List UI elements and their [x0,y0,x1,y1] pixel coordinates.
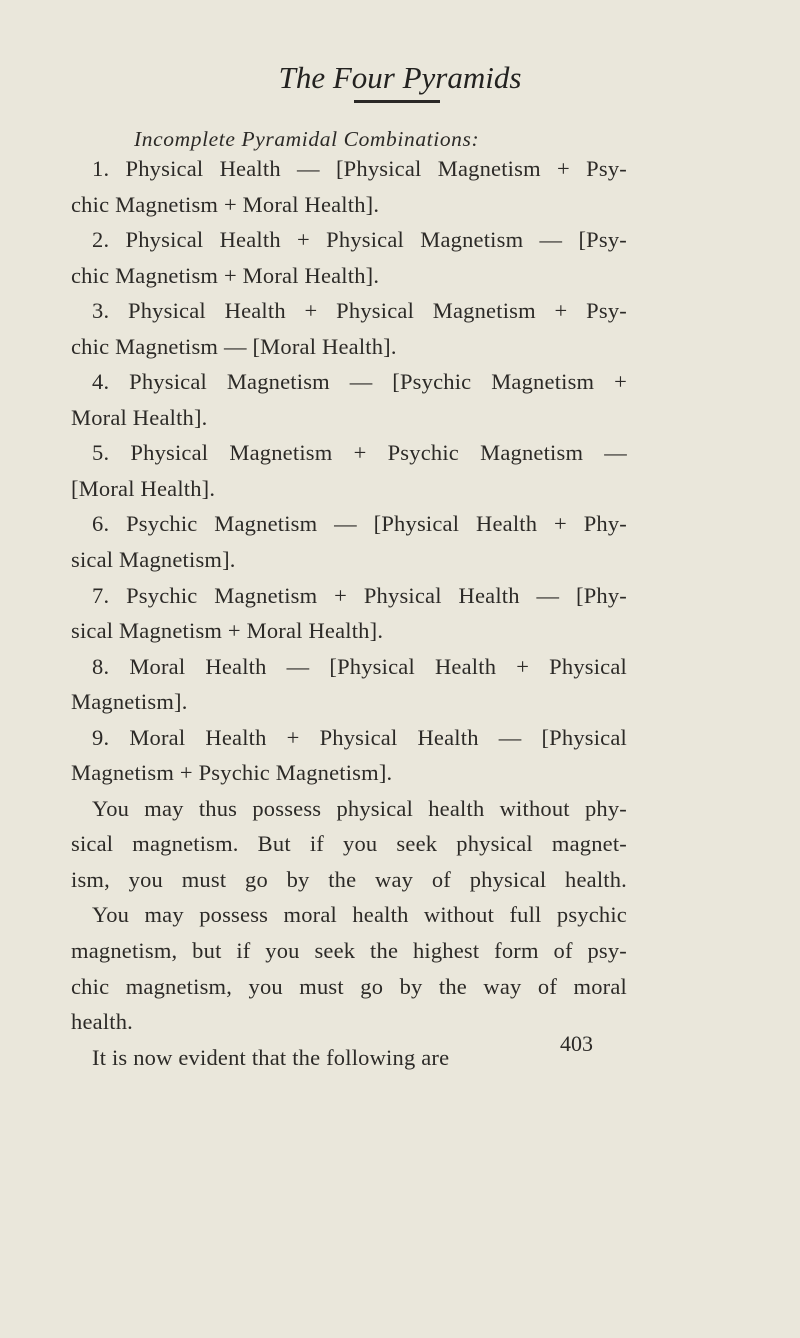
text-line: chic Magnetism + Moral Health]. [71,191,380,217]
section-subheading: Incomplete Pyramidal Combinations: [134,127,480,151]
text-line: 9. Moral Health + Physical Health — [Physical [92,724,627,750]
text-line: chic Magnetism — [Moral Health]. [71,333,397,359]
text-line: sical Magnetism]. [71,547,236,573]
text-line: 2. Physical Health + Physical Magnetism — [Psy- [92,227,627,253]
title-underline [354,100,440,103]
text-line: You may possess moral health without full psychic [92,902,627,928]
text-line: Moral Health]. [71,404,208,430]
running-head [0,58,800,98]
text-line: 4. Physical Magnetism — [Psychic Magnetism + [92,369,627,395]
text-line: Magnetism]. [71,689,188,715]
text-line: Magnetism + Psychic Magnetism]. [71,760,393,786]
text-line: health. [71,1009,134,1035]
text-line: magnetism, but if you seek the highest form of psy- [71,938,627,964]
text-line: sical magnetism. But if you seek physical magnet- [71,831,627,857]
text-line: 7. Psychic Magnetism + Physical Health — [Phy- [92,582,627,608]
text-line: 1. Physical Health — [Physical Magnetism + Psy- [92,156,627,181]
page-number: 403 [560,1031,593,1056]
text-line: 8. Moral Health — [Physical Health + Physical [92,653,627,679]
text-line: sical Magnetism + Moral Health]. [71,618,384,644]
text-line: [Moral Health]. [71,475,216,501]
text-line: It is now evident that the following are [92,1044,450,1070]
text-line: 5. Physical Magnetism + Psychic Magnetism — [92,440,627,466]
body-text [71,151,627,1075]
text-line: 3. Physical Health + Physical Magnetism + Psy- [92,298,627,324]
text-line: ism, you must go by the way of physical health. [71,866,627,892]
text-line: chic Magnetism + Moral Health]. [71,262,380,288]
text-line: 6. Psychic Magnetism — [Physical Health + Phy- [92,511,627,537]
text-line: You may thus possess physical health without phy- [92,795,627,821]
text-line: chic magnetism, you must go by the way of moral [71,973,627,999]
running-head-title: The Four Pyramids [278,60,522,95]
